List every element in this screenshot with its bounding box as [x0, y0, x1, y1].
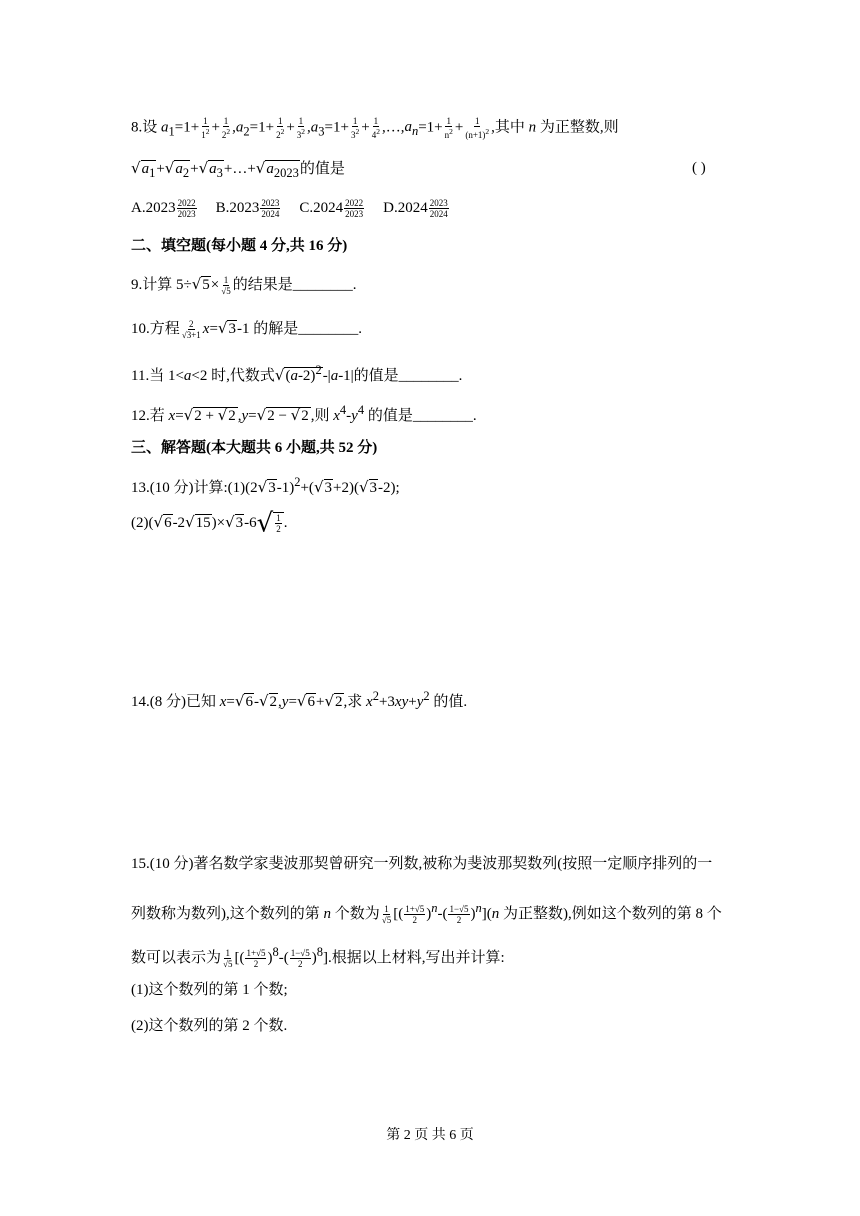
q12: 12.若 x=√2 + √2 ,y=√2 − √2 ,则 $x^4-y^4$ 的值是________.: [131, 403, 477, 424]
page-footer: 第 2 页 共 6 页: [386, 1128, 474, 1143]
option-b: B.2023 $\frac{2023}{2024}$: [215, 198, 280, 220]
q14: 14.(8 分)已知 x=√6-√2,y=√6+√2,求 $x^2+3xy+y^2$ 的值.: [131, 689, 468, 710]
q13-line2: (2)(√6-2√15)×√3-6√ $\frac{1}{2}$ .: [131, 508, 288, 539]
q9: 9.计算 5÷√5× $\frac{1}{√5}$ 的结果是________.: [131, 275, 357, 297]
option-a: A.2023 $\frac{2022}{2023}$: [131, 198, 196, 220]
q8-options: [131, 198, 468, 219]
q15-line1: 15.(10 分)著名数学家斐波那契曾研究一列数,被称为斐波那契数列(按照一定顺序排列的一: [131, 856, 713, 872]
q15-sub2: (2)这个数列的第 2 个数.: [131, 1018, 288, 1034]
q15-line2: 列数称为数列),这个数列的第 n 个数为 $\frac{1}{√5}$ [( $\frac{1+√5}{2}$ )$^n$-( $\frac{1-√5}{2}$ )$^n$](n 为正整数),例如这个数列的第 8 个: [131, 901, 722, 926]
option-d: D.2024 $\frac{2023}{2024}$: [383, 198, 448, 220]
q8-line2: $√a_1+√a_2+√a_3+\dots+√a_{2023}$的值是: [131, 159, 345, 180]
answer-bracket: ( ): [692, 160, 706, 176]
option-c: C.2024 $\frac{2022}{2023}$: [299, 198, 364, 220]
q13-line1: 13.(10 分)计算$:(1)(2√3-1)^2+(√3+2)(√3-2)$;: [131, 475, 400, 496]
q15-line3: 数可以表示为 $\frac{1}{√5}$ [( $\frac{1+√5}{2}$ )$^8$-( $\frac{1-√5}{2}$ )$^8$].根据以上材料,写出并计算:: [131, 945, 505, 970]
q11: 11.当 1<a<2 时,代数式$√(a-2)^2-|a-1|$的值是________.: [131, 363, 463, 384]
section-fill-in-heading: 二、填空题(每小题 4 分,共 16 分): [131, 238, 348, 254]
section-answer-heading: 三、解答题(本大题共 6 小题,共 52 分): [131, 440, 378, 456]
q8-line1: 8.设 $a_1=1+$ $\frac{1}{1^2}$ + $\frac{1}{2^2}$ $,a_2=1+$ $\frac{1}{2^2}$ + $\frac{1}{3^2}$ $,a_3=1+$ $\frac{1}{3^2}$ + $\frac{1}{4^2}$ $,\dots,a_n=1+$ $\frac{1}{n^2}$ + $\frac{1}{(n+1)^2}$ ,其中 n 为正整数,则: [131, 116, 619, 140]
q10: 10.方程 $\frac{2}{√3+1}$ x=√3-1 的解是________.: [131, 319, 362, 341]
q15-sub1: (1)这个数列的第 1 个数;: [131, 982, 288, 998]
